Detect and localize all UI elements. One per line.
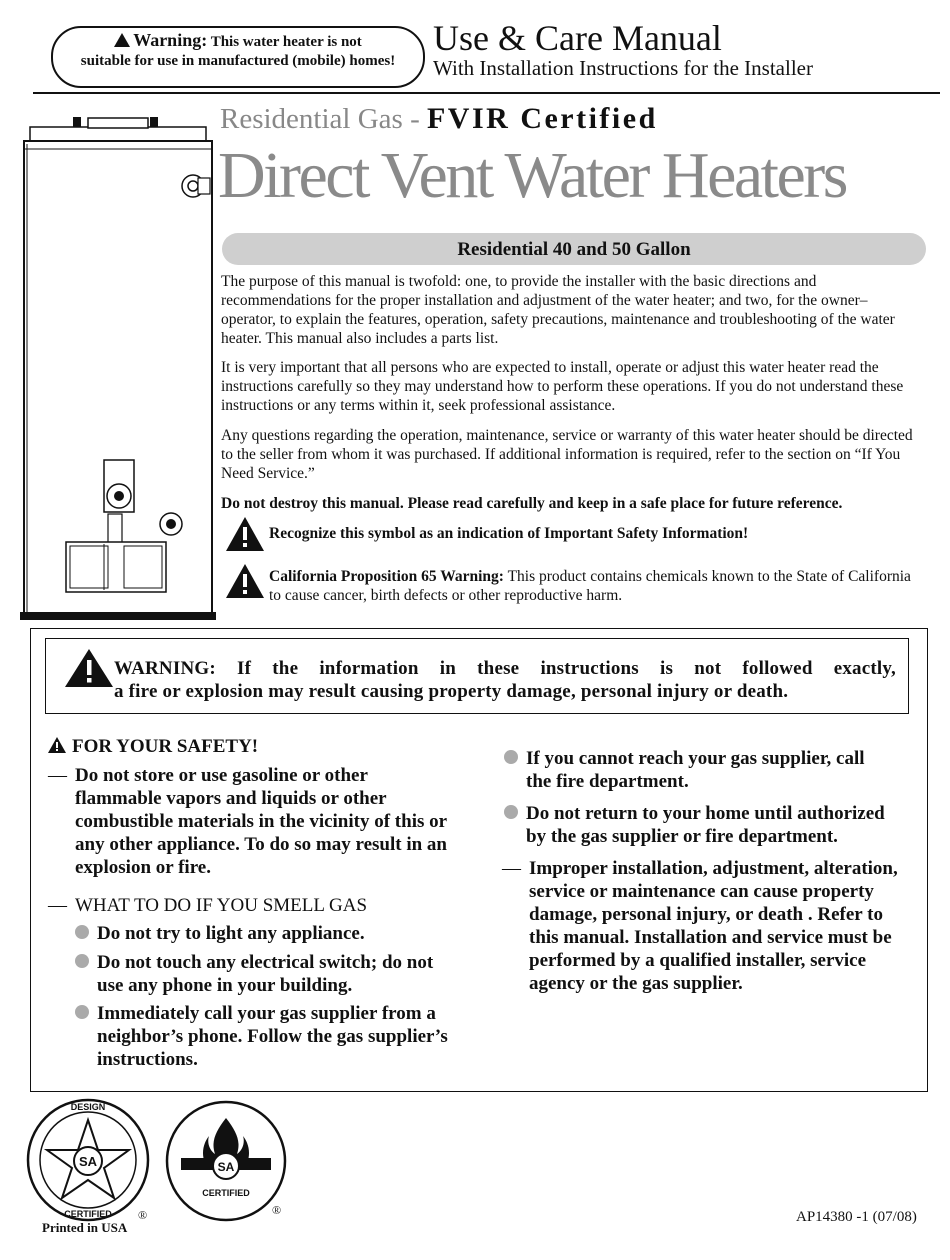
fvir-certified: FVIR Certified <box>426 102 658 135</box>
dash-marker: — <box>48 895 67 916</box>
dash-marker: — <box>502 858 521 879</box>
right-bullet-2-line: Do not return to your home until authorized <box>526 803 885 824</box>
manual-title: Use & Care Manual <box>433 18 722 58</box>
smell-gas-bullet-2-line: use any phone in your building. <box>97 975 353 996</box>
warning-label: Warning: <box>133 30 208 50</box>
bullet-dot <box>75 1005 89 1019</box>
certified-flame-seal <box>165 1100 287 1222</box>
document-code: AP14380 -1 (07/08) <box>796 1209 917 1225</box>
warning-text-2: suitable for use in manufactured (mobile) homes! <box>80 53 396 69</box>
for-your-safety-heading <box>48 735 258 758</box>
intro-paragraph-1: The purpose of this manual is twofold: one, to provide the installer with the basic directions and recommendations for the proper installation and adjustment of the water heater; and two, for the owner–operator, to explain the features, operation, safety precautions, maintenance and troubleshooting of the water heater. This manual also includes a parts list. <box>221 273 895 347</box>
smell-gas-bullet-2-line: Do not touch any electrical switch; do not <box>97 952 434 973</box>
for-your-safety-text: FOR YOUR SAFETY! <box>72 736 259 757</box>
right-bullet-1 <box>526 747 865 793</box>
seal2-certified-text: CERTIFIED <box>202 1188 250 1198</box>
safety-item-storage-line: Do not store or use gasoline or other <box>75 765 368 786</box>
intro-paragraph-3: Any questions regarding the operation, maintenance, service or warranty of this water heater should be directed to the seller from whom it was purchased. If additional information is required, refer to the section on “If You Need Service.” <box>221 427 913 482</box>
mobile-home-warning <box>51 26 425 88</box>
header-rule <box>33 92 940 94</box>
smell-gas-heading: WHAT TO DO IF YOU SMELL GAS <box>75 895 368 916</box>
smell-gas-bullet-3-line: Immediately call your gas supplier from a <box>97 1003 436 1024</box>
registered-mark: ® <box>272 1203 282 1217</box>
registered-mark: ® <box>138 1208 148 1222</box>
improper-installation-line: Improper installation, adjustment, alteration, <box>529 858 898 879</box>
prop65-warning <box>225 563 925 605</box>
safety-item-storage-line: flammable vapors and liquids or other <box>75 788 387 809</box>
bullet-dot <box>504 750 518 764</box>
keep-manual-note: Do not destroy this manual. Please read carefully and keep in a safe place for future reference. <box>221 495 843 512</box>
dash-marker: — <box>48 765 67 786</box>
water-heater-illustration <box>18 110 218 625</box>
smell-gas-bullet-3 <box>97 1002 448 1071</box>
right-bullet-2 <box>526 802 885 848</box>
fire-warning-box <box>45 638 909 714</box>
warning-icon <box>48 737 66 753</box>
smell-gas-bullet-3-line: neighbor’s phone. Follow the gas supplier’s <box>97 1026 448 1047</box>
design-certified-seal <box>26 1098 150 1222</box>
smell-gas-bullet-3-line: instructions. <box>97 1049 198 1070</box>
capacity-banner: Residential 40 and 50 Gallon <box>222 233 926 265</box>
improper-installation-line: damage, personal injury, or death . Refer to <box>529 904 883 925</box>
bullet-dot <box>504 805 518 819</box>
safety-symbol-note <box>225 516 925 543</box>
improper-installation-line: this manual. Installation and service must be <box>529 927 892 948</box>
fire-warning-text <box>114 657 896 703</box>
right-bullet-1-line: If you cannot reach your gas supplier, call <box>526 748 865 769</box>
bullet-dot <box>75 954 89 968</box>
prop65-body: This product contains chemicals known to the State of California to cause cancer, birth defects or other reproductive harm. <box>269 568 911 604</box>
product-title: Direct Vent Water Heaters <box>218 139 846 212</box>
safety-item-storage-line: combustible materials in the vicinity of this or <box>75 811 448 832</box>
symbol-note-text: Recognize this symbol as an indication of Important Safety Information! <box>269 525 749 542</box>
prop65-text <box>269 563 925 605</box>
bullet-dot <box>75 925 89 939</box>
warning-text-1: This water heater is not <box>210 34 362 50</box>
smell-gas-bullet-2 <box>97 951 433 997</box>
seal-certified-text: CERTIFIED <box>64 1209 112 1219</box>
intro-paragraph-2: It is very important that all persons who are expected to install, operate or adjust this water heater read the instructions carefully so they may understand how to perform these operations. If you do not understand these instructions or any terms within it, seek professional assistance. <box>221 359 904 414</box>
caution-triangle-icon <box>225 563 265 599</box>
printed-in-usa: Printed in USA <box>42 1220 128 1235</box>
improper-installation-line: service or maintenance can cause property <box>529 881 874 902</box>
fire-warning-line-2: a fire or explosion may result causing property damage, personal injury or death. <box>114 681 789 702</box>
warning-icon <box>114 33 130 47</box>
seal-mark: SA <box>78 1154 98 1169</box>
improper-installation-line: performed by a qualified installer, service <box>529 950 867 971</box>
smell-gas-bullet-1: Do not try to light any appliance. <box>97 923 365 944</box>
right-bullet-2-line: by the gas supplier or fire department. <box>526 826 838 847</box>
safety-item-storage <box>75 764 495 879</box>
manual-subtitle: With Installation Instructions for the Installer <box>433 56 813 80</box>
fire-warning-line-1: WARNING: If the information in these instructions is not followed exactly, <box>114 658 896 679</box>
caution-triangle-icon <box>225 516 265 552</box>
seal-mark: SA <box>217 1160 235 1174</box>
safety-item-storage-line: explosion or fire. <box>75 857 211 878</box>
warning-triangle-icon <box>64 648 114 688</box>
product-line-prefix: Residential Gas - <box>220 103 420 135</box>
right-bullet-1-line: the fire department. <box>526 771 689 792</box>
prop65-label: California Proposition 65 Warning: <box>269 568 504 585</box>
seal-design-text: DESIGN <box>70 1102 106 1112</box>
safety-item-storage-line: any other appliance. To do so may result in an <box>75 834 447 855</box>
improper-installation-line: agency or the gas supplier. <box>529 973 743 994</box>
improper-installation-note <box>529 857 924 995</box>
product-line <box>220 101 658 137</box>
